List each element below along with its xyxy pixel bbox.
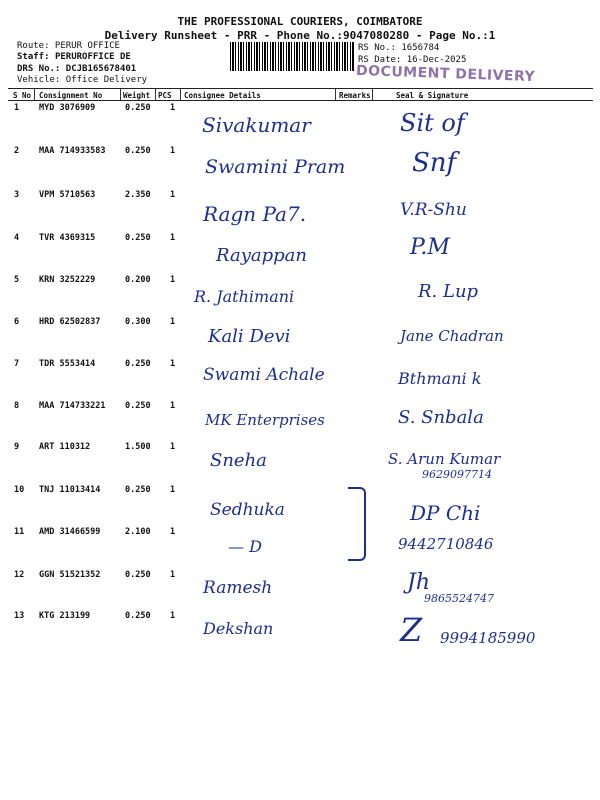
signature: Jane Chadran — [400, 327, 504, 345]
row-pcs: 1 — [170, 103, 176, 113]
col-divider — [155, 89, 156, 100]
consignee-handwriting: Dekshan — [203, 619, 274, 638]
row-weight: 0.250 — [125, 233, 151, 243]
consignee-handwriting: Sedhuka — [210, 500, 285, 520]
phone-number: 9994185990 — [440, 629, 536, 647]
row-sno: 10 — [14, 485, 25, 495]
consignee-handwriting: Sneha — [210, 450, 267, 471]
row-pcs: 1 — [170, 275, 176, 285]
row-pcs: 1 — [170, 359, 176, 369]
table-row — [0, 233, 600, 273]
header-top-rule — [8, 88, 593, 89]
row-consignment: GGN 51521352 — [39, 570, 101, 580]
row-pcs: 1 — [170, 485, 176, 495]
row-sno: 11 — [14, 527, 25, 537]
signature: Jh — [407, 570, 430, 595]
table-row — [0, 442, 600, 482]
row-pcs: 1 — [170, 401, 176, 411]
row-weight: 0.200 — [125, 275, 151, 285]
runsheet-subtitle: Delivery Runsheet - PRR - Phone No.:9047080280 - Page No.:1 — [104, 29, 496, 42]
table-row — [0, 146, 600, 186]
col-divider — [180, 89, 181, 100]
row-weight: 1.500 — [125, 442, 151, 452]
row-sno: 12 — [14, 570, 25, 580]
document-delivery-stamp: DOCUMENT DELIVERY — [355, 62, 536, 86]
row-consignment: ART 110312 — [39, 442, 91, 452]
row-consignment: TVR 4369315 — [39, 233, 96, 243]
drs-value: DCJB165678401 — [65, 64, 137, 74]
header-bottom-rule — [8, 100, 593, 101]
col-header-pcs: PCS — [158, 91, 172, 100]
staff-label: Staff: — [17, 52, 50, 62]
drs-label: DRS No.: — [17, 64, 61, 74]
row-consignment: MAA 714733221 — [39, 401, 106, 411]
barcode — [230, 42, 355, 71]
signature: 9442710846 — [398, 535, 494, 553]
table-row — [0, 317, 600, 357]
row-consignment: VPM 5710563 — [39, 190, 96, 200]
row-sno: 5 — [14, 275, 20, 285]
table-row — [0, 103, 600, 143]
table-row — [0, 485, 600, 525]
col-header-weight: Weight — [123, 91, 151, 100]
row-pcs: 1 — [170, 442, 176, 452]
row-weight: 0.250 — [125, 485, 151, 495]
phone-number: 9629097714 — [422, 468, 492, 481]
staff-value: PERUROFFICE DE — [54, 52, 131, 62]
consignee-handwriting: Rayappan — [216, 245, 307, 266]
row-pcs: 1 — [170, 611, 176, 621]
table-row — [0, 527, 600, 567]
consignee-handwriting: Swami Achale — [203, 365, 325, 385]
row-consignment: MYD 3076909 — [39, 103, 96, 113]
table-row — [0, 570, 600, 610]
row-consignment: HRD 62502837 — [39, 317, 101, 327]
table-row — [0, 275, 600, 315]
row-weight: 0.250 — [125, 570, 151, 580]
col-divider — [34, 89, 35, 100]
row-sno: 3 — [14, 190, 20, 200]
col-header-consignee: Consignee Details — [184, 91, 261, 100]
row-sno: 1 — [14, 103, 20, 113]
table-row — [0, 401, 600, 441]
consignee-handwriting: Kali Devi — [208, 326, 291, 347]
signature: Snf — [412, 148, 457, 178]
consignee-handwriting: Swamini Pram — [205, 156, 346, 178]
signature: Z — [400, 611, 423, 649]
row-weight: 0.250 — [125, 359, 151, 369]
col-divider — [335, 89, 336, 100]
row-consignment: TDR 5553414 — [39, 359, 96, 369]
row-pcs: 1 — [170, 317, 176, 327]
signature: Sit of — [400, 109, 465, 137]
col-divider — [120, 89, 121, 100]
col-divider — [372, 89, 373, 100]
row-sno: 8 — [14, 401, 20, 411]
row-pcs: 1 — [170, 570, 176, 580]
row-sno: 6 — [14, 317, 20, 327]
company-title: THE PROFESSIONAL COURIERS, COIMBATORE — [177, 15, 423, 28]
row-weight: 0.250 — [125, 103, 151, 113]
table-row — [0, 190, 600, 230]
row-consignment: AMD 31466599 — [39, 527, 101, 537]
signature: DP Chi — [410, 501, 481, 525]
drs-line — [17, 64, 136, 74]
row-pcs: 1 — [170, 233, 176, 243]
rs-date: RS Date: 16-Dec-2025 — [358, 55, 467, 65]
signature: Bthmani k — [398, 369, 482, 388]
consignee-handwriting: MK Enterprises — [205, 411, 325, 429]
col-header-remarks: Remarks — [339, 91, 371, 100]
rs-number: RS No.: 1656784 — [358, 43, 440, 53]
consignee-handwriting: Ramesh — [203, 578, 273, 598]
row-sno: 7 — [14, 359, 20, 369]
col-header-sno: S No — [13, 91, 32, 100]
signature: R. Lup — [418, 281, 479, 302]
consignee-handwriting: Sivakumar — [202, 113, 311, 137]
signature: S. Snbala — [398, 407, 484, 428]
row-sno: 13 — [14, 611, 25, 621]
consignee-handwriting: — D — [228, 537, 262, 556]
signature: P.M — [410, 235, 450, 260]
row-pcs: 1 — [170, 146, 176, 156]
table-row — [0, 359, 600, 399]
consignee-handwriting: Ragn Pa7. — [203, 202, 307, 226]
row-consignment: KTG 213199 — [39, 611, 91, 621]
row-consignment: TNJ 11013414 — [39, 485, 101, 495]
row-weight: 0.250 — [125, 611, 151, 621]
row-sno: 2 — [14, 146, 20, 156]
row-weight: 0.250 — [125, 401, 151, 411]
row-pcs: 1 — [170, 527, 176, 537]
row-consignment: MAA 714933583 — [39, 146, 106, 156]
row-consignment: KRN 3252229 — [39, 275, 96, 285]
row-pcs: 1 — [170, 190, 176, 200]
row-weight: 2.100 — [125, 527, 151, 537]
consignee-handwriting: R. Jathimani — [194, 287, 295, 306]
signature: V.R-Shu — [400, 200, 467, 220]
route-text: Route: PERUR OFFICE — [17, 41, 120, 51]
row-weight: 0.300 — [125, 317, 151, 327]
col-header-consignment: Consignment No — [39, 91, 103, 100]
row-sno: 9 — [14, 442, 20, 452]
row-weight: 0.250 — [125, 146, 151, 156]
phone-number: 9865524747 — [424, 592, 494, 605]
table-row — [0, 611, 600, 651]
col-header-seal: Seal & Signature — [396, 91, 469, 100]
vehicle-text: Vehicle: Office Delivery — [17, 75, 148, 85]
row-weight: 2.350 — [125, 190, 151, 200]
row-sno: 4 — [14, 233, 20, 243]
signature: S. Arun Kumar — [388, 450, 501, 468]
staff-line — [17, 52, 131, 62]
